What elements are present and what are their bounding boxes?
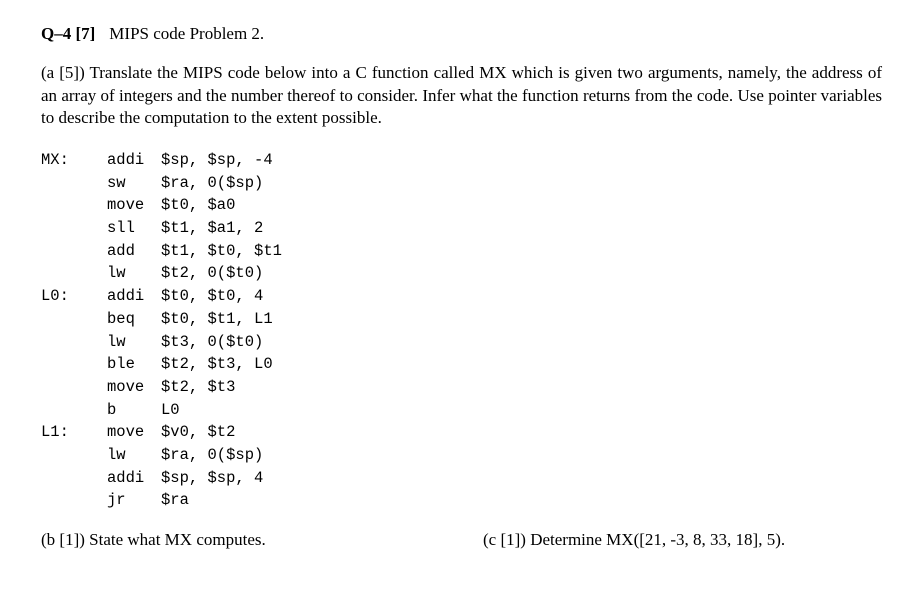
code-opcode: ble <box>107 355 135 374</box>
code-opcode: move <box>107 377 145 396</box>
code-operands: $ra, 0($sp) <box>161 173 264 192</box>
code-operands: $t2, $t3, L0 <box>161 355 273 374</box>
code-opcode: lw <box>107 332 126 351</box>
code-label: L0: <box>41 287 69 306</box>
code-opcode: lw <box>107 264 126 283</box>
code-operands: $sp, $sp, -4 <box>161 151 273 169</box>
code-operands: $t2, $t3 <box>161 377 236 396</box>
code-operands: $ra <box>161 491 189 510</box>
code-opcode: addi <box>107 287 145 306</box>
code-operands: $t0, $t0, 4 <box>161 287 264 306</box>
part-c-text: (c [1]) Determine MX([21, -3, 8, 33, 18], 5). <box>483 530 786 549</box>
code-operands: L0 <box>161 400 180 419</box>
code-operands: $t0, $t1, L1 <box>161 309 273 328</box>
code-opcode: jr <box>107 491 126 510</box>
question-number: Q–4 [7] <box>41 24 96 43</box>
code-label: L1: <box>41 423 69 442</box>
code-label: MX: <box>41 151 69 169</box>
code-opcode: sll <box>107 219 135 238</box>
code-operands: $t3, 0($t0) <box>161 332 264 351</box>
code-opcode: lw <box>107 445 126 464</box>
part-b-text: (b [1]) State what MX computes. <box>41 530 266 549</box>
code-opcode: sw <box>107 173 126 192</box>
part-a-text: (a [5]) Translate the MIPS code below into a C function called MX which is given two arguments, namely, the address of an array of integers and the number thereof to consider. Infer what the function returns from the code. Use pointer variables to describe the computation to the extent possible. <box>41 63 882 127</box>
code-opcode: addi <box>107 468 145 487</box>
code-operands: $t2, 0($t0) <box>161 264 264 283</box>
code-opcode: beq <box>107 309 135 328</box>
code-opcode: move <box>107 196 145 215</box>
code-operands: $t0, $a0 <box>161 196 236 215</box>
code-opcode: move <box>107 423 145 442</box>
code-opcode: b <box>107 400 117 419</box>
code-operands: $t1, $a1, 2 <box>161 219 264 238</box>
question-title: MIPS code Problem 2. <box>109 24 265 43</box>
question-heading <box>41 24 264 44</box>
code-opcode: addi <box>107 151 145 169</box>
code-opcode: add <box>107 241 135 260</box>
code-operands: $sp, $sp, 4 <box>161 468 264 487</box>
code-operands: $t1, $t0, $t1 <box>161 241 282 260</box>
code-operands: $v0, $t2 <box>161 423 236 442</box>
code-operands: $ra, 0($sp) <box>161 445 264 464</box>
